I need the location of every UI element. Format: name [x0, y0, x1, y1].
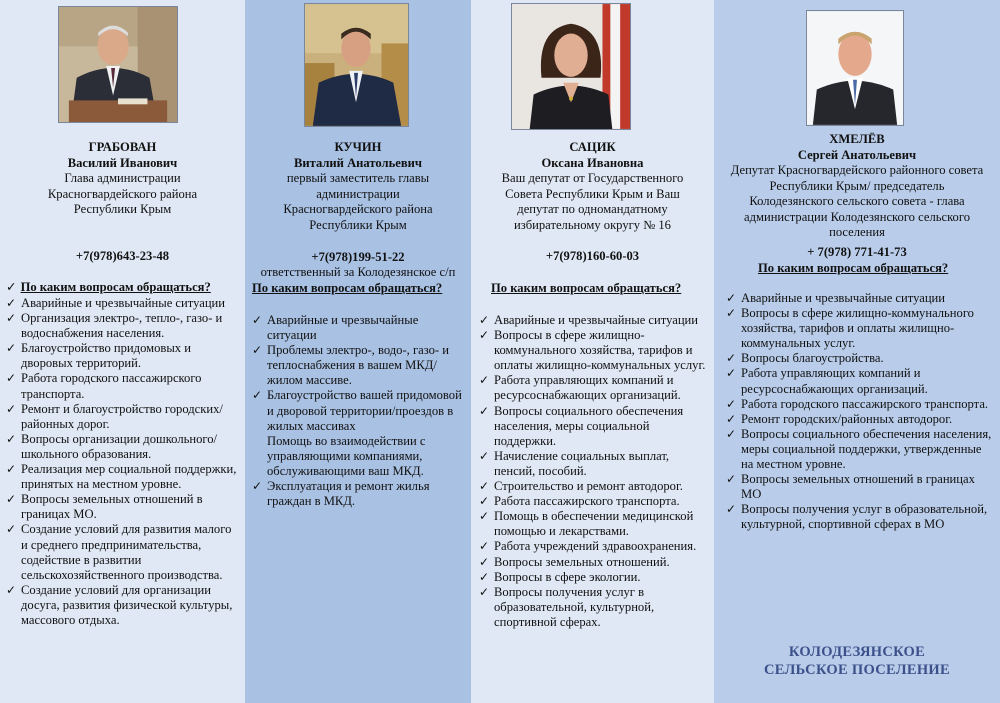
questions-header: ✓ По каким вопросам обращаться? [6, 280, 211, 294]
list-item: ✓ Вопросы получения услуг в образовательной, культурной, спортивной сферах в МО [726, 502, 988, 532]
list-item: ✓ Помощь в обеспечении медицинской помощью и лекарствами. [479, 509, 694, 539]
list-item: ✓ Работа городского пассажирского транспорта. [6, 371, 202, 401]
list-item: ✓ Эксплуатация и ремонт жилья граждан в МКД. [252, 479, 430, 509]
list-item: ✓ Вопросы социального обеспечения населения, меры социальной поддержки, утвержденные на местном уровне. [726, 426, 992, 472]
list-item: ✓ Аварийные и чрезвычайные ситуации [726, 291, 946, 305]
check-icon: ✓ [252, 313, 263, 327]
responsible-note: ответственный за Колодезянское с/п [260, 265, 456, 279]
list-item: ✓ Организация электро-, тепло-, газо- и водоснабжения населения. [6, 311, 223, 341]
list-item: ✓ Вопросы благоустройства. [726, 351, 884, 366]
check-icon: ✓ [479, 373, 490, 388]
full-name: Василий Иванович [67, 155, 178, 170]
list-item: ✓ Вопросы организации дошкольного/школьного образования. [6, 431, 218, 461]
list-item: ✓ Создание условий для организации досуга, развития физической культуры, массового отдыха. [6, 582, 233, 627]
questions-header: По каким вопросам обращаться? [758, 261, 949, 275]
header-khmelev [718, 132, 996, 241]
check-icon: ✓ [479, 554, 490, 569]
position: первый заместитель главы администрации Красногвардейского района Республики Крым [283, 171, 433, 232]
check-icon: ✓ [6, 492, 17, 507]
check-icon: ✓ [6, 341, 17, 356]
list-item: ✓ Проблемы электро-, водо-, газо- и теплоснабжения в вашем МКД/жилом массиве. [252, 343, 450, 388]
list-item: ✓ Реализация мер социальной поддержки, принятых на местном уровне. [6, 462, 237, 492]
list-item: ✓ Вопросы в сфере жилищно-коммунального хозяйства, тарифов и оплаты жилищно-коммунальных услуг. [726, 306, 974, 351]
list-item: ✓ Строительство и ремонт автодорог. [479, 479, 683, 494]
list-item: ✓ Ремонт и благоустройство городских/районных дорог. [6, 401, 223, 431]
settlement-title-line2: СЕЛЬСКОЕ ПОСЕЛЕНИЕ [764, 662, 950, 678]
check-icon: ✓ [726, 351, 737, 366]
list-item: ✓ Вопросы в сфере экологии. [479, 569, 641, 584]
list-item: ✓ Работа управляющих компаний и ресурсоснабжающих организаций. [726, 366, 928, 396]
position: Депутат Красногвардейского районного совета Республики Крым/ председатель Колодезянского сельского совета - глава администрации Колодезянского сельского поселения [730, 163, 984, 239]
header-satsik [477, 140, 708, 233]
column-kuchin [245, 0, 471, 703]
full-name: Сергей Анатольевич [797, 147, 917, 162]
settlement-title-line1: КОЛОДЕЗЯНСКОЕ [788, 644, 926, 660]
check-icon: ✓ [726, 291, 737, 305]
position: Ваш депутат от Государственного Совета Республики Крым и Ваш депутат по одномандатному избирательному округу № 16 [501, 171, 684, 232]
photo-kuchin [304, 3, 409, 127]
list-item: ✓ Вопросы в сфере жилищно-коммунального хозяйства, тарифов и оплаты жилищно-коммунальных услуг. [479, 328, 706, 373]
check-icon: ✓ [6, 522, 17, 537]
check-icon: ✓ [252, 343, 263, 358]
list-item: ✓ Благоустройство вашей придомовой и дворовой территории/проездов в жилых массивах [252, 388, 462, 433]
check-icon: ✓ [726, 306, 737, 321]
questions-list [477, 313, 709, 630]
check-icon: ✓ [726, 502, 737, 517]
position: Глава администрации Красногвардейского района Республики Крым [47, 171, 198, 216]
list-item: ✓ Вопросы земельных отношений. [479, 554, 670, 569]
list-item: ✓ Вопросы социального обеспечения населения, меры социальной поддержки. [479, 403, 684, 448]
photo-khmelev [806, 10, 904, 126]
column-grabovan [0, 0, 245, 703]
phone: + 7(978) 771-41-73 [807, 245, 907, 259]
surname: КУЧИН [334, 140, 382, 154]
phone: +7(978)643-23-48 [75, 249, 170, 263]
phone: +7(978)199-51-22 [311, 250, 405, 264]
header-grabovan [10, 140, 235, 218]
questions-header: По каким вопросам обращаться? [252, 281, 443, 295]
check-icon: ✓ [6, 431, 17, 446]
check-icon: ✓ [479, 448, 490, 463]
check-icon: ✓ [479, 479, 490, 494]
check-icon: ✓ [6, 280, 17, 294]
surname: САЦИК [569, 140, 616, 154]
check-icon: ✓ [479, 569, 490, 584]
check-icon: ✓ [726, 426, 737, 441]
list-item: ✓ Благоустройство придомовых и дворовых территорий. [6, 341, 191, 371]
list-item: ✓ Вопросы земельных отношений в границах МО. [6, 492, 203, 522]
check-icon: ✓ [726, 411, 737, 426]
list-item: ✓ Работа учреждений здравоохранения. [479, 539, 697, 554]
check-icon: ✓ [252, 479, 263, 494]
check-icon: ✓ [726, 472, 737, 487]
list-item: ✓ Ремонт городских/районных автодорог. [726, 411, 953, 426]
surname: ХМЕЛЁВ [829, 132, 885, 146]
check-icon: ✓ [479, 509, 490, 524]
full-name: Оксана Ивановна [541, 155, 644, 170]
list-item: ✓ Работа управляющих компаний и ресурсоснабжающих организаций. [479, 373, 681, 403]
check-icon: ✓ [479, 403, 490, 418]
list-item: Помощь во взаимодействии с управляющими компаниями, обслуживающими ваш МКД. [267, 433, 426, 478]
check-icon: ✓ [6, 371, 17, 386]
list-item: ✓ Аварийные и чрезвычайные ситуации [479, 313, 699, 327]
check-icon: ✓ [479, 539, 490, 554]
check-icon: ✓ [6, 311, 17, 326]
check-icon: ✓ [252, 388, 263, 403]
check-icon: ✓ [6, 296, 17, 310]
list-item: ✓ Аварийные и чрезвычайные ситуации [252, 313, 419, 343]
list-item: ✓ Начисление социальных выплат, пенсий, пособий. [479, 448, 670, 478]
list-item: ✓ Вопросы земельных отношений в границах МО [726, 472, 975, 502]
list-item: ✓ Работа городского пассажирского транспорта. [726, 396, 989, 411]
column-khmelev [714, 0, 1000, 703]
check-icon: ✓ [6, 462, 17, 477]
full-name: Виталий Анатольевич [293, 155, 423, 170]
surname: ГРАБОВАН [88, 140, 157, 154]
check-icon: ✓ [479, 313, 490, 327]
check-icon: ✓ [479, 494, 490, 509]
questions-list [4, 296, 240, 628]
photo-grabovan [58, 6, 178, 123]
check-icon: ✓ [6, 582, 17, 597]
check-icon: ✓ [479, 584, 490, 599]
column-satsik [471, 0, 714, 703]
check-icon: ✓ [479, 328, 490, 343]
check-icon: ✓ [726, 366, 737, 381]
check-icon: ✓ [6, 401, 17, 416]
list-item: ✓ Создание условий для развития малого и среднего предпринимательства, содействие в развитии сельскохозяйственного производства. [6, 522, 232, 582]
list-item: ✓ Работа пассажирского транспорта. [479, 494, 680, 509]
phone: +7(978)160-60-03 [545, 249, 640, 263]
check-icon: ✓ [726, 396, 737, 411]
photo-satsik [511, 3, 631, 130]
questions-list [250, 313, 465, 509]
list-item: ✓ Вопросы получения услуг в образовательной, культурной, спортивной сферах. [479, 584, 655, 629]
questions-list [724, 291, 996, 533]
settlement-title [714, 643, 1000, 679]
questions-header: По каким вопросам обращаться? [491, 281, 682, 295]
list-item: ✓ Аварийные и чрезвычайные ситуации [6, 296, 226, 310]
header-kuchin [253, 140, 463, 233]
